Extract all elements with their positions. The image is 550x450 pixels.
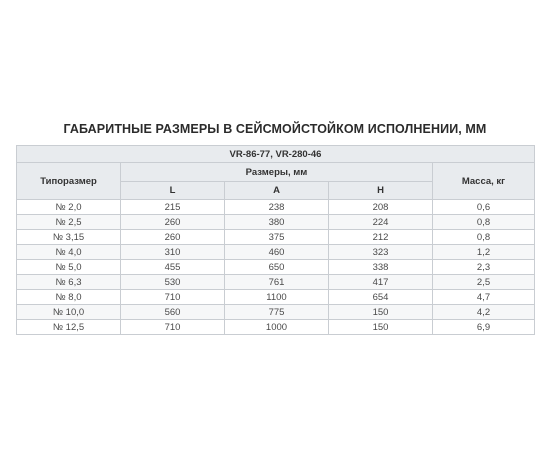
a-cell: 1100	[225, 290, 329, 305]
l-cell: 710	[121, 290, 225, 305]
l-cell: 530	[121, 275, 225, 290]
h-cell: 338	[329, 260, 433, 275]
a-cell: 460	[225, 245, 329, 260]
a-cell: 775	[225, 305, 329, 320]
a-cell: 375	[225, 230, 329, 245]
size-cell: № 12,5	[17, 320, 121, 335]
dimensions-group-header: Размеры, мм	[121, 163, 433, 182]
mass-cell: 1,2	[433, 245, 535, 260]
h-cell: 212	[329, 230, 433, 245]
size-cell: № 2,5	[17, 215, 121, 230]
h-cell: 417	[329, 275, 433, 290]
h-cell: 654	[329, 290, 433, 305]
table-row	[17, 245, 535, 260]
mass-cell: 4,2	[433, 305, 535, 320]
size-column-header: Типоразмер	[17, 163, 121, 200]
l-cell: 260	[121, 215, 225, 230]
series-header: VR-86-77, VR-280-46	[17, 146, 535, 163]
a-cell: 650	[225, 260, 329, 275]
table-row	[17, 320, 535, 335]
mass-cell: 2,3	[433, 260, 535, 275]
table-title: ГАБАРИТНЫЕ РАЗМЕРЫ В СЕЙСМОЙСТОЙКОМ ИСПОЛНЕНИИ, ММ	[63, 122, 487, 136]
l-cell: 260	[121, 230, 225, 245]
table-row	[17, 275, 535, 290]
a-cell: 1000	[225, 320, 329, 335]
mass-cell: 2,5	[433, 275, 535, 290]
l-cell: 560	[121, 305, 225, 320]
h-cell: 224	[329, 215, 433, 230]
l-cell: 310	[121, 245, 225, 260]
a-column-header: A	[225, 182, 329, 200]
size-cell: № 8,0	[17, 290, 121, 305]
table-row	[17, 260, 535, 275]
size-cell: № 10,0	[17, 305, 121, 320]
mass-cell: 6,9	[433, 320, 535, 335]
h-cell: 208	[329, 200, 433, 215]
mass-cell: 0,8	[433, 230, 535, 245]
mass-column-header: Масса, кг	[433, 163, 535, 200]
l-cell: 215	[121, 200, 225, 215]
dimensions-table	[16, 145, 535, 335]
size-cell: № 2,0	[17, 200, 121, 215]
table-row	[17, 305, 535, 320]
size-cell: № 4,0	[17, 245, 121, 260]
mass-cell: 0,6	[433, 200, 535, 215]
h-cell: 150	[329, 320, 433, 335]
table-row	[17, 290, 535, 305]
h-cell: 323	[329, 245, 433, 260]
table-row	[17, 215, 535, 230]
l-column-header: L	[121, 182, 225, 200]
a-cell: 238	[225, 200, 329, 215]
h-column-header: H	[329, 182, 433, 200]
table-row	[17, 200, 535, 215]
size-cell: № 6,3	[17, 275, 121, 290]
a-cell: 761	[225, 275, 329, 290]
h-cell: 150	[329, 305, 433, 320]
mass-cell: 0,8	[433, 215, 535, 230]
l-cell: 710	[121, 320, 225, 335]
size-cell: № 3,15	[17, 230, 121, 245]
size-cell: № 5,0	[17, 260, 121, 275]
l-cell: 455	[121, 260, 225, 275]
mass-cell: 4,7	[433, 290, 535, 305]
table-row	[17, 230, 535, 245]
a-cell: 380	[225, 215, 329, 230]
